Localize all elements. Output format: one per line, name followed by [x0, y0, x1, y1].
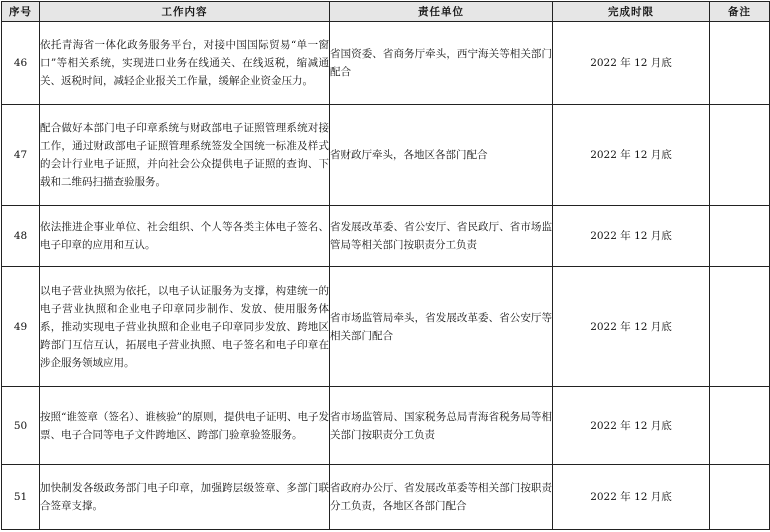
deadline: 2022 年 12 月底: [553, 387, 710, 465]
deadline: 2022 年 12 月底: [553, 267, 710, 387]
remarks: [710, 105, 770, 206]
work-content: 按照“谁签章（签名）、谁核验”的原则，提供电子证明、电子发票、电子合同等电子文件跨地区、跨部门验章验签服务。: [40, 387, 330, 465]
work-content: 加快制发各级政务部门电子印章，加强跨层级签章、多部门联合签章支撑。: [40, 465, 330, 530]
header-unit: 责任单位: [330, 2, 553, 22]
header-row: [2, 2, 770, 22]
table-row: [2, 206, 770, 267]
work-content: 配合做好本部门电子印章系统与财政部电子证照管理系统对接工作，通过财政部电子证照管理系统签发全国统一标准及样式的会计行业电子证照，并向社会公众提供电子证照的查询、下载和二维码扫描查验服务。: [40, 105, 330, 206]
remarks: [710, 465, 770, 530]
header-task: 工作内容: [40, 2, 330, 22]
task-table: [1, 1, 770, 530]
remarks: [710, 22, 770, 105]
deadline: 2022 年 12 月底: [553, 206, 710, 267]
responsible-unit: 省财政厅牵头，各地区各部门配合: [330, 105, 553, 206]
row-number: 50: [2, 387, 40, 465]
remarks: [710, 387, 770, 465]
table-row: [2, 465, 770, 530]
responsible-unit: 省市场监管局、国家税务总局青海省税务局等相关部门按职责分工负责: [330, 387, 553, 465]
table-header: [2, 2, 770, 22]
row-number: 48: [2, 206, 40, 267]
row-number: 49: [2, 267, 40, 387]
responsible-unit: 省发展改革委、省公安厅、省民政厅、省市场监管局等相关部门按职责分工负责: [330, 206, 553, 267]
remarks: [710, 206, 770, 267]
responsible-unit: 省政府办公厅、省发展改革委等相关部门按职责分工负责，各地区各部门配合: [330, 465, 553, 530]
remarks: [710, 267, 770, 387]
deadline: 2022 年 12 月底: [553, 105, 710, 206]
deadline: 2022 年 12 月底: [553, 22, 710, 105]
header-note: 备注: [710, 2, 770, 22]
row-number: 46: [2, 22, 40, 105]
work-content: 依托青海省一体化政务服务平台，对接中国国际贸易“单一窗口”等相关系统，实现进口业务在线通关、在线返税，缩减通关、返税时间，减轻企业报关工作量，缓解企业资金压力。: [40, 22, 330, 105]
deadline: 2022 年 12 月底: [553, 465, 710, 530]
header-no: 序号: [2, 2, 40, 22]
table-body: [2, 22, 770, 530]
table-row: [2, 387, 770, 465]
row-number: 47: [2, 105, 40, 206]
responsible-unit: 省国资委、省商务厅牵头，西宁海关等相关部门配合: [330, 22, 553, 105]
responsible-unit: 省市场监管局牵头，省发展改革委、省公安厅等相关部门配合: [330, 267, 553, 387]
work-content: 以电子营业执照为依托，以电子认证服务为支撑，构建统一的电子营业执照和企业电子印章同步制作、发放、使用服务体系，推动实现电子营业执照和企业电子印章同步发放、跨地区跨部门互信互认，拓展电子营业执照、电子签名和电子印章在涉企服务领域应用。: [40, 267, 330, 387]
table-row: [2, 267, 770, 387]
row-number: 51: [2, 465, 40, 530]
table-row: [2, 105, 770, 206]
table-row: [2, 22, 770, 105]
header-time: 完成时限: [553, 2, 710, 22]
work-content: 依法推进企事业单位、社会组织、个人等各类主体电子签名、电子印章的应用和互认。: [40, 206, 330, 267]
